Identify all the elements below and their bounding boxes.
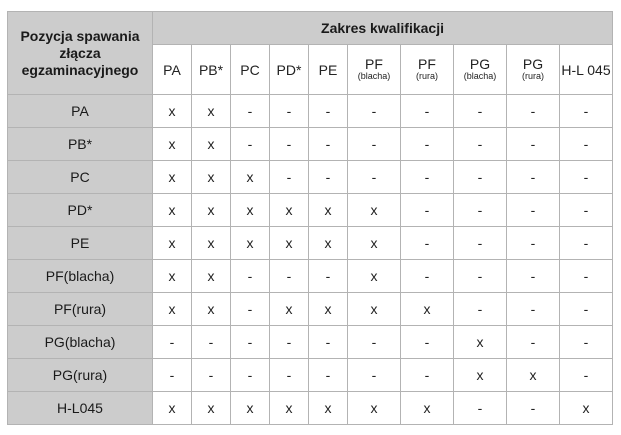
column-header xyxy=(401,45,454,95)
table-cell: x xyxy=(153,128,192,161)
table-cell: - xyxy=(507,392,560,425)
table-cell: x xyxy=(309,392,348,425)
table-cell: - xyxy=(507,227,560,260)
table-cell: x xyxy=(153,227,192,260)
table-cell: - xyxy=(560,194,613,227)
column-header xyxy=(192,45,231,95)
column-header-label: PG xyxy=(522,56,544,72)
table-cell: - xyxy=(192,359,231,392)
table-cell: x xyxy=(270,392,309,425)
table-cell: x xyxy=(401,392,454,425)
row-header: H-L045 xyxy=(8,392,153,425)
table-cell: x xyxy=(153,260,192,293)
table-cell: - xyxy=(348,128,401,161)
table-cell: - xyxy=(270,359,309,392)
table-cell: - xyxy=(454,95,507,128)
table-cell: x xyxy=(348,392,401,425)
table-cell: - xyxy=(401,227,454,260)
table-row xyxy=(8,227,613,260)
column-header xyxy=(153,45,192,95)
table-cell: - xyxy=(309,359,348,392)
table-cell: - xyxy=(560,128,613,161)
table-cell: x xyxy=(192,293,231,326)
table-cell: - xyxy=(401,161,454,194)
table-cell: x xyxy=(231,392,270,425)
table-cell: - xyxy=(401,260,454,293)
table-cell: - xyxy=(309,260,348,293)
table-cell: - xyxy=(153,359,192,392)
column-header xyxy=(231,45,270,95)
table-cell: - xyxy=(270,326,309,359)
table-cell: x xyxy=(270,227,309,260)
table-cell: x xyxy=(192,161,231,194)
table-cell: - xyxy=(560,260,613,293)
table-cell: - xyxy=(153,326,192,359)
group-header: Zakres kwalifikacji xyxy=(153,12,613,45)
table-row xyxy=(8,95,613,128)
table-cell: - xyxy=(348,326,401,359)
table-cell: x xyxy=(192,128,231,161)
table-cell: - xyxy=(309,326,348,359)
table-cell: - xyxy=(401,359,454,392)
column-header-sublabel: (rura) xyxy=(522,71,544,81)
table-cell: - xyxy=(192,326,231,359)
table-cell: - xyxy=(231,293,270,326)
table-cell: - xyxy=(560,326,613,359)
table-row xyxy=(8,128,613,161)
table-cell: - xyxy=(454,293,507,326)
table-cell: - xyxy=(348,95,401,128)
column-header-label: PE xyxy=(318,61,338,78)
table-cell: - xyxy=(401,326,454,359)
table-row xyxy=(8,260,613,293)
table-cell: - xyxy=(309,95,348,128)
row-header: PE xyxy=(8,227,153,260)
table-cell: x xyxy=(309,293,348,326)
table-cell: - xyxy=(507,161,560,194)
table-cell: x xyxy=(270,293,309,326)
table-cell: x xyxy=(153,392,192,425)
table-cell: x xyxy=(454,359,507,392)
table-cell: x xyxy=(454,326,507,359)
column-header-label: PD* xyxy=(276,61,302,78)
column-header-sublabel: (blacha) xyxy=(463,71,497,81)
column-header xyxy=(309,45,348,95)
table-cell: - xyxy=(507,326,560,359)
table-cell: x xyxy=(231,161,270,194)
table-cell: x xyxy=(507,359,560,392)
table-cell: - xyxy=(560,293,613,326)
table-cell: - xyxy=(560,359,613,392)
row-header: PG(rura) xyxy=(8,359,153,392)
table-cell: x xyxy=(192,260,231,293)
column-header xyxy=(507,45,560,95)
table-cell: x xyxy=(153,161,192,194)
table-cell: - xyxy=(454,260,507,293)
table-cell: - xyxy=(309,161,348,194)
table-cell: x xyxy=(270,194,309,227)
table-cell: - xyxy=(231,95,270,128)
table-cell: x xyxy=(560,392,613,425)
table-cell: - xyxy=(309,128,348,161)
table-cell: - xyxy=(270,128,309,161)
table-cell: - xyxy=(348,161,401,194)
row-header: PD* xyxy=(8,194,153,227)
row-header: PF(blacha) xyxy=(8,260,153,293)
table-cell: - xyxy=(231,128,270,161)
column-header-sublabel: (blacha) xyxy=(357,71,391,81)
table-cell: x xyxy=(192,95,231,128)
table-cell: - xyxy=(401,128,454,161)
table-cell: x xyxy=(192,227,231,260)
row-header: PC xyxy=(8,161,153,194)
table-row xyxy=(8,359,613,392)
table-cell: - xyxy=(560,95,613,128)
table-cell: x xyxy=(192,392,231,425)
table-cell: x xyxy=(231,194,270,227)
table-cell: - xyxy=(454,227,507,260)
table-cell: - xyxy=(454,392,507,425)
table-cell: - xyxy=(270,161,309,194)
table-cell: - xyxy=(454,128,507,161)
table-cell: - xyxy=(507,194,560,227)
table-row xyxy=(8,392,613,425)
corner-header: Pozycja spawania złącza egzaminacyjnego xyxy=(8,12,153,95)
table-cell: - xyxy=(401,95,454,128)
table-row xyxy=(8,194,613,227)
column-header-label: PG xyxy=(469,56,491,72)
table-cell: x xyxy=(309,227,348,260)
table-cell: x xyxy=(348,293,401,326)
row-header: PF(rura) xyxy=(8,293,153,326)
table-cell: - xyxy=(507,293,560,326)
qualification-table xyxy=(7,11,613,425)
table-cell: - xyxy=(507,260,560,293)
table-cell: x xyxy=(401,293,454,326)
table-row xyxy=(8,326,613,359)
table-cell: - xyxy=(231,260,270,293)
table-cell: - xyxy=(231,359,270,392)
table-cell: - xyxy=(454,161,507,194)
table-cell: x xyxy=(231,227,270,260)
table-cell: - xyxy=(560,161,613,194)
column-header xyxy=(454,45,507,95)
table-body xyxy=(8,95,613,425)
table-cell: - xyxy=(401,194,454,227)
table-cell: - xyxy=(231,326,270,359)
table-row xyxy=(8,161,613,194)
column-header-sublabel: (rura) xyxy=(416,71,438,81)
table-row xyxy=(8,293,613,326)
table-cell: x xyxy=(309,194,348,227)
column-header-label: H-L 045 xyxy=(561,61,611,78)
row-header: PB* xyxy=(8,128,153,161)
table-cell: x xyxy=(348,227,401,260)
table-cell: x xyxy=(153,194,192,227)
row-header: PA xyxy=(8,95,153,128)
table-cell: x xyxy=(348,194,401,227)
table-cell: - xyxy=(560,227,613,260)
table-cell: - xyxy=(454,194,507,227)
column-header xyxy=(270,45,309,95)
table-cell: x xyxy=(153,293,192,326)
table-cell: - xyxy=(507,95,560,128)
column-header xyxy=(348,45,401,95)
table-cell: x xyxy=(348,260,401,293)
table-cell: - xyxy=(507,128,560,161)
row-header: PG(blacha) xyxy=(8,326,153,359)
table-cell: - xyxy=(270,260,309,293)
column-header-label: PA xyxy=(163,61,181,78)
column-header xyxy=(560,45,613,95)
column-header-label: PC xyxy=(240,61,260,78)
column-header-label: PF xyxy=(365,56,383,72)
table-cell: - xyxy=(270,95,309,128)
column-header-label: PB* xyxy=(198,61,224,78)
table-cell: x xyxy=(153,95,192,128)
table-cell: - xyxy=(348,359,401,392)
table-cell: x xyxy=(192,194,231,227)
column-header-label: PF xyxy=(418,56,436,72)
